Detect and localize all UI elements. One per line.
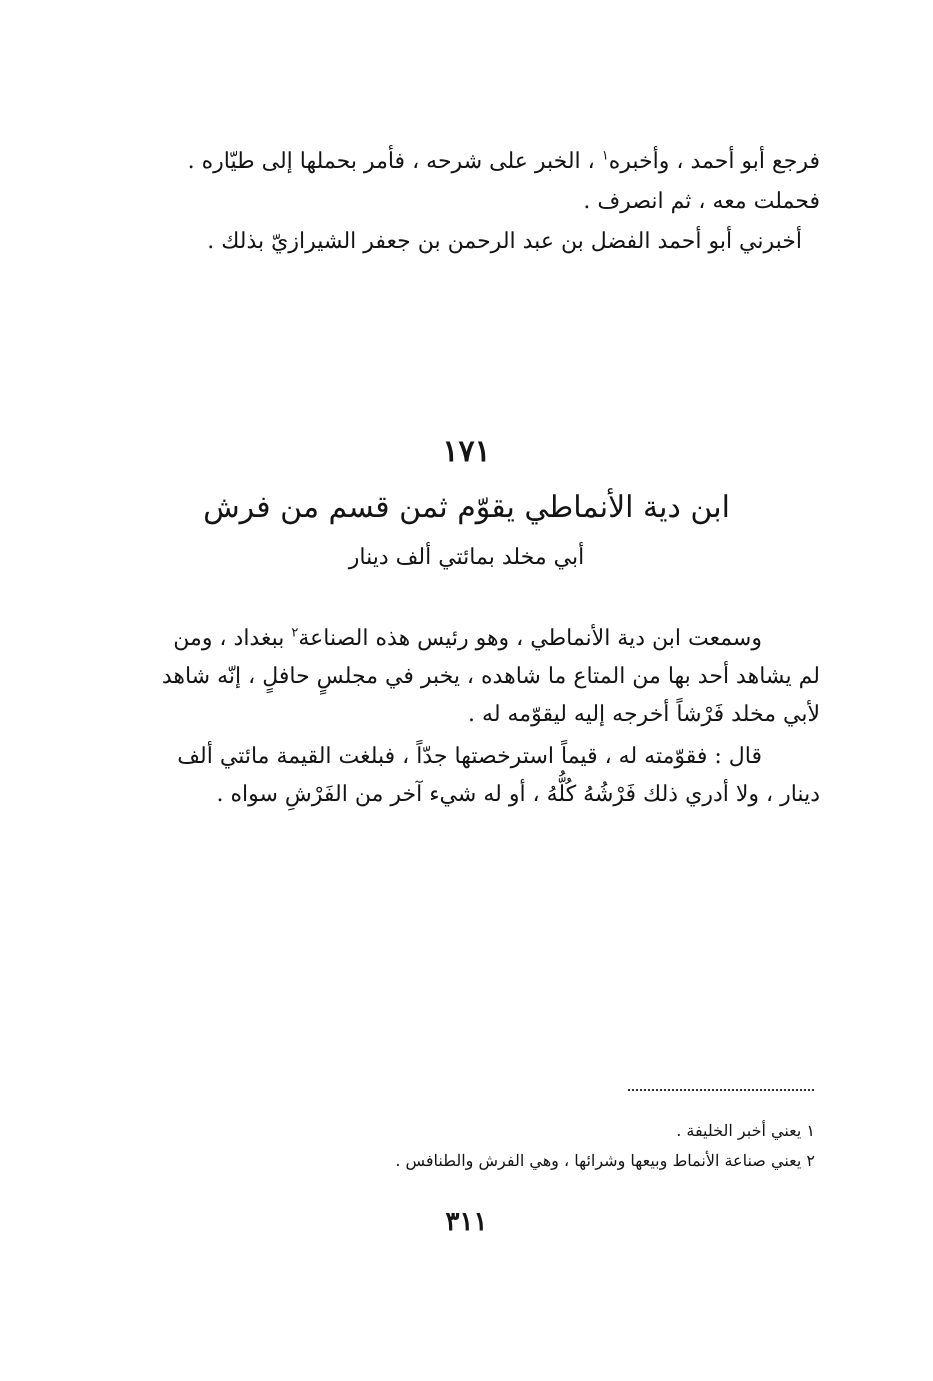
section-title: ابن دية الأنماطي يقوّم ثمن قسم من فرش <box>203 490 730 525</box>
footnote-item: ٢ يعني صناعة الأنماط وبيعها وشرائها ، وهي الفرش والطنافس . <box>395 1151 815 1170</box>
footnote-marker[interactable]: ٢ <box>291 625 299 641</box>
source-line: أخبرني أبو أحمد الفضل بن عبد الرحمن بن جعفر الشيرازيّ بذلك . <box>207 229 802 254</box>
top-passage <box>140 142 820 262</box>
section-number: ١٧١ <box>442 434 491 469</box>
paragraph-line: فحملت معه ، ثم انصرف . <box>583 189 820 214</box>
section-heading <box>0 430 933 578</box>
text-run: ببغداد ، ومن <box>173 626 292 651</box>
text-run: وسمعت ابن دية الأنماطي ، وهو رئيس هذه الصناعة <box>298 626 762 651</box>
text-run: فرجع أبو أحمد ، وأخبره <box>608 149 820 174</box>
section-subtitle: أبي مخلد بمائتي ألف دينار <box>348 545 585 570</box>
paragraph-line: قال : فقوّمته له ، قيماً استرخصتها جدّاً ، فبلغت القيمة مائتي ألف <box>177 744 762 769</box>
text-run: ، الخبر على شرحه ، فأمر بحملها إلى طيّاره . <box>187 149 602 174</box>
paragraph-line <box>140 142 820 182</box>
footnotes <box>295 1116 815 1176</box>
paragraph-line: لأبي مخلد فَرْشاً أخرجه إليه ليقوّمه له . <box>468 702 820 727</box>
page-number: ٣١١ <box>445 1207 488 1237</box>
paragraph-line: دينار ، ولا أدري ذلك فَرْشُهُ كُلُّهُ ، أو له شيء آخر من الفَرْشِ سواه . <box>216 782 820 807</box>
body-passage <box>140 620 820 814</box>
footnote-item: ١ يعني أخبر الخليفة . <box>676 1121 815 1140</box>
paragraph-line: لم يشاهد أحد بها من المتاع ما شاهده ، يخبر في مجلسٍ حافلٍ ، إنّه شاهد <box>161 664 820 689</box>
paragraph-line <box>140 620 820 658</box>
footnote-separator <box>628 1089 814 1091</box>
footnote-marker[interactable]: ١ <box>601 148 609 164</box>
